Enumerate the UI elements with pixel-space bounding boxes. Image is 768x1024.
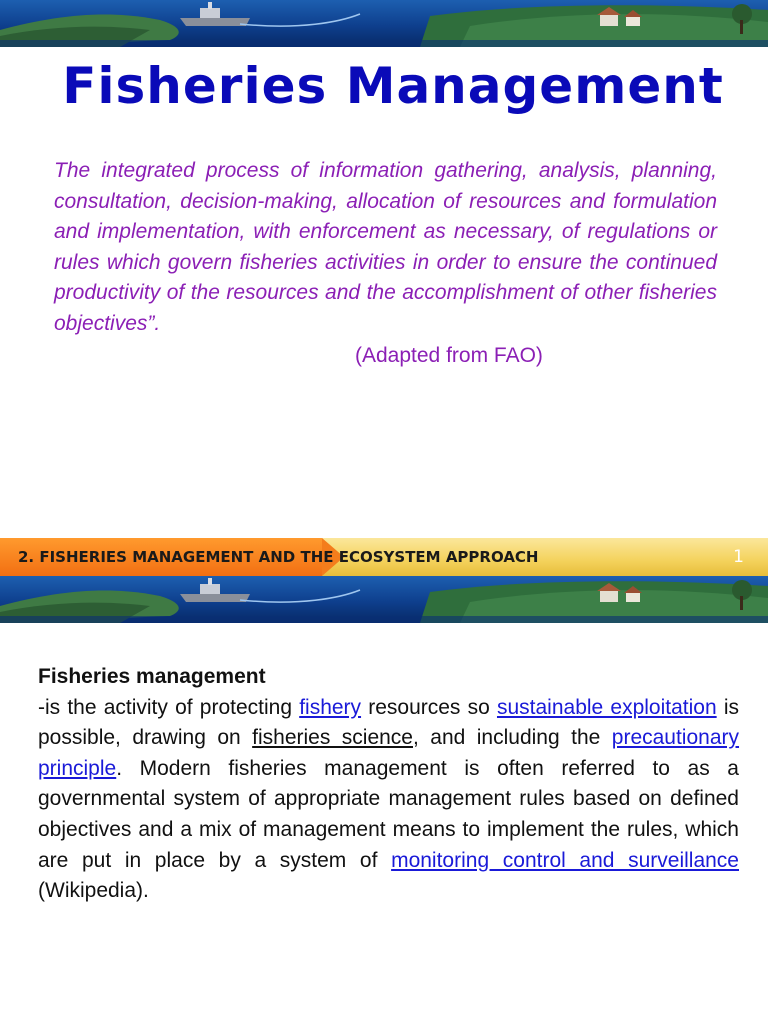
slide-title: Fisheries Management: [62, 57, 724, 115]
body-text: (Wikipedia).: [38, 879, 149, 903]
section-body: [38, 693, 739, 907]
section-heading: Fisheries management: [38, 665, 266, 688]
body-text: , and including the: [413, 726, 612, 750]
monitoring-control-surveillance-link[interactable]: monitoring control and surveillance: [391, 848, 739, 872]
body-text: . Modern fisheries management is often referred to as a governmental system of appropriate management rules based on defined objectives and a mix of management means to implement the rules, which are put in place by a system of: [38, 756, 739, 872]
definition-quote: The integrated process of information gathering, analysis, planning, consultation, decision-making, allocation of resources and formulation and implementation, with enforcement as necessary, of regulations or rules which govern fisheries activities in order to ensure the continued productivity of the resources and the accomplishment of other fisheries objectives”.: [54, 159, 717, 335]
footer-section-label: 2. FISHERIES MANAGEMENT AND THE ECOSYSTEM APPROACH: [18, 548, 539, 566]
top-banner-image: [0, 0, 768, 47]
fisheries-science-text: fisheries science: [252, 726, 413, 750]
precautionary-principle-link[interactable]: precautionary principle: [38, 726, 740, 780]
body-text: is possible, drawing on: [38, 695, 740, 750]
section-footer-bar: [0, 538, 768, 576]
fishery-link[interactable]: fishery: [299, 695, 362, 719]
body-text: resources so: [361, 695, 497, 719]
attribution: (Adapted from FAO): [355, 344, 543, 367]
page-number: 1: [733, 547, 744, 567]
fisheries-management-section: [38, 662, 739, 907]
sustainable-exploitation-link[interactable]: sustainable exploitation: [496, 695, 717, 719]
second-banner-image: [0, 576, 768, 623]
body-text: -is the activity of protecting: [38, 695, 300, 719]
